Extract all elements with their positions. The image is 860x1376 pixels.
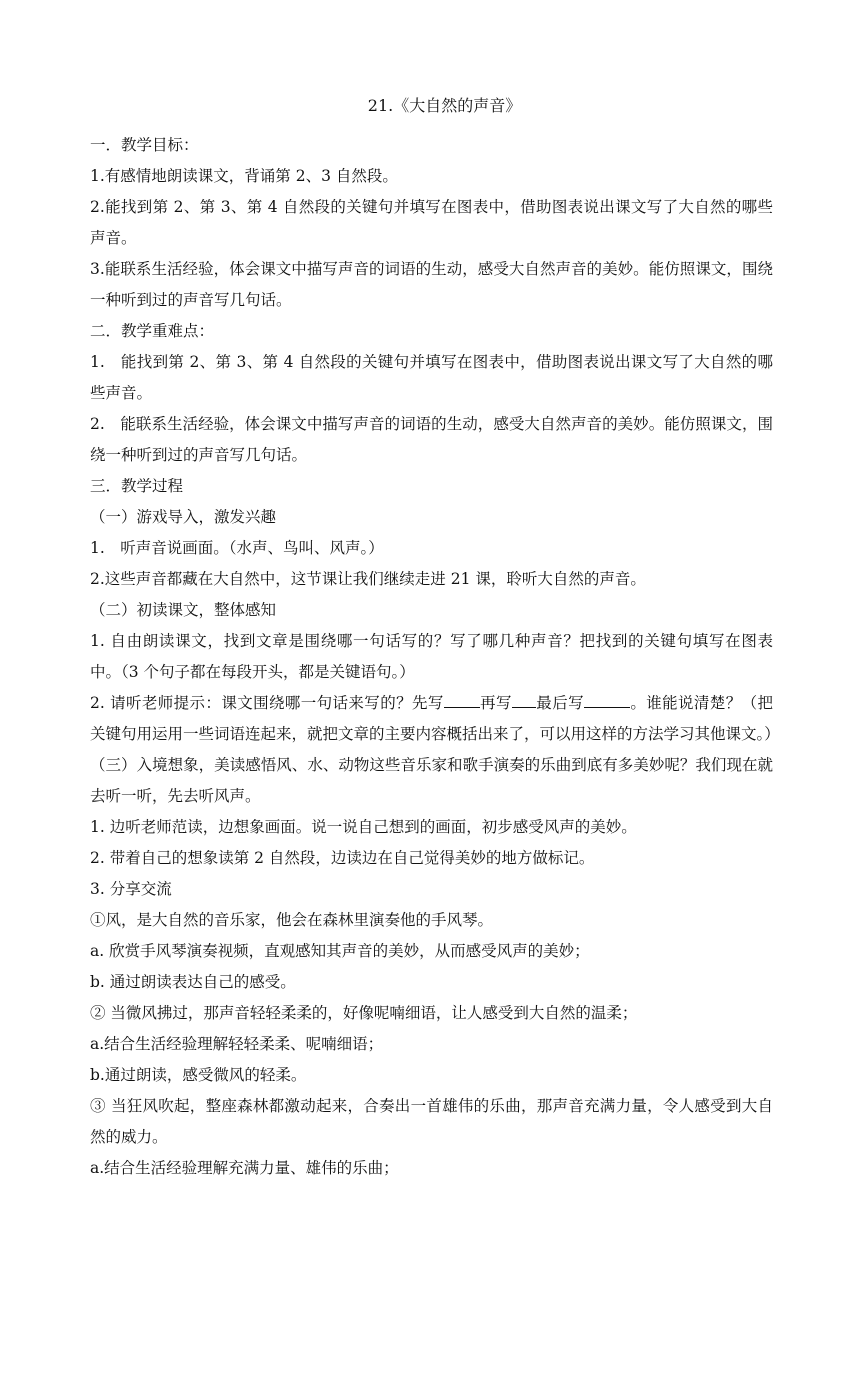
objective-2: 2.能找到第 2、第 3、第 4 自然段的关键句并填写在图表中，借助图表说出课文写了大自然的哪些声音。 <box>90 198 773 247</box>
document-page <box>90 96 780 1184</box>
section-heading-objectives: 一．教学目标： <box>90 136 199 154</box>
wind-point-1: ①风，是大自然的音乐家，他会在森林里演奏他的手风琴。 <box>90 911 494 929</box>
wind-point-2: ② 当微风拂过，那声音轻轻柔柔的，好像呢喃细语，让人感受到大自然的温柔； <box>90 1004 638 1022</box>
fill-in-text: 再写 <box>479 694 512 712</box>
sub-point: b.通过朗读，感受微风的轻柔。 <box>90 1066 307 1084</box>
objective-3: 3.能联系生活经验，体会课文中描写声音的词语的生动，感受大自然声音的美妙。能仿照课文，围绕一种听到过的声音写几句话。 <box>90 260 773 309</box>
section-heading-key-points: 二．教学重难点： <box>90 322 215 340</box>
fill-in-blank <box>584 693 630 708</box>
key-point-2: 2. 能联系生活经验，体会课文中描写声音的词语的生动，感受大自然声音的美妙。能仿照课文，围绕一种听到过的声音写几句话。 <box>90 415 773 464</box>
fill-in-blank <box>512 693 536 708</box>
section-heading-process: 三．教学过程 <box>90 477 184 495</box>
process-step: 1. 听声音说画面。（水声、鸟叫、风声。） <box>90 539 384 557</box>
fill-in-text: 2. 请听老师提示：课文围绕哪一句话来写的？先写 <box>90 694 444 712</box>
process-step: 2.这些声音都藏在大自然中，这节课让我们继续走进 21 课，聆听大自然的声音。 <box>90 570 646 588</box>
sub-point: b. 通过朗读表达自己的感受。 <box>90 973 296 991</box>
objective-1: 1.有感情地朗读课文，背诵第 2、3 自然段。 <box>90 167 398 185</box>
process-step: 3. 分享交流 <box>90 880 172 898</box>
lesson-title: 21.《大自然的声音》 <box>367 96 522 115</box>
subsection-heading-2: （二）初读课文，整体感知 <box>90 601 277 619</box>
wind-point-3: ③ 当狂风吹起，整座森林都激动起来，合奏出一首雄伟的乐曲，那声音充满力量，令人感受到大自然的威力。 <box>90 1097 773 1146</box>
subsection-heading-1: （一）游戏导入，激发兴趣 <box>90 508 277 526</box>
subsection-heading-3: （三）入境想象，美读感悟风、水、动物这些音乐家和歌手演奏的乐曲到底有多美妙呢？我们现在就去听一听，先去听风声。 <box>90 756 773 805</box>
fill-in-prompt <box>90 688 780 750</box>
sub-point: a.结合生活经验理解轻轻柔柔、呢喃细语； <box>90 1035 384 1053</box>
sub-point: a. 欣赏手风琴演奏视频，直观感知其声音的美妙，从而感受风声的美妙； <box>90 942 590 960</box>
key-point-1: 1. 能找到第 2、第 3、第 4 自然段的关键句并填写在图表中，借助图表说出课文写了大自然的哪些声音。 <box>90 353 773 402</box>
fill-in-blank <box>444 693 480 708</box>
fill-in-text: 。谁能说清楚？（把关键句用运用一些词语连起来，就把文章的主要内容概括出来了，可以用这样的方法学习其他课文。） <box>90 694 780 743</box>
fill-in-text: 最后写 <box>535 694 584 712</box>
sub-point: a.结合生活经验理解充满力量、雄伟的乐曲； <box>90 1159 399 1177</box>
process-step: 1. 边听老师范读，边想象画面。说一说自己想到的画面，初步感受风声的美妙。 <box>90 818 637 836</box>
process-step: 2. 带着自己的想象读第 2 自然段，边读边在自己觉得美妙的地方做标记。 <box>90 849 595 867</box>
process-step: 1. 自由朗读课文，找到文章是围绕哪一句话写的？写了哪几种声音？把找到的关键句填写在图表中。（3 个句子都在每段开头，都是关键语句。） <box>90 632 773 681</box>
